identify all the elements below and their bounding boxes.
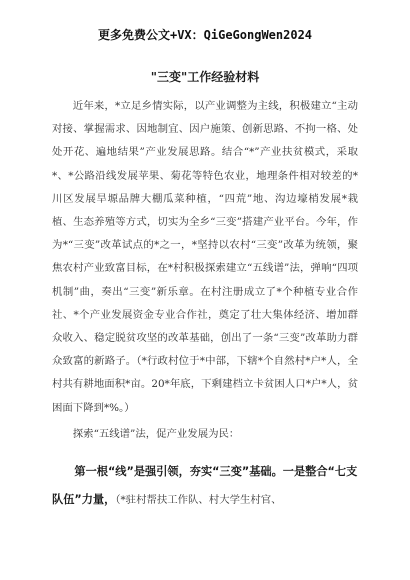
paragraph-intro: 近年来，*立足乡情实际，以产业调整为主线，积极建立“主动对接、掌握需求、因地制宜、因户施策、创新思路、不拘一格、处处开花、遍地结果”产业发展思路。结合“*”产业扶贫模式，采取*、*公路沿线发展苹果、菊花等特色农业，地理条件相对较差的*川区发展旱塬品牌大棚瓜菜种植，“四荒”地、沟边壕梢发展*栽植、生态养殖等方式，切实为全乡“三变”搭建产业平台。今年，作为*“三变”改革试点的*之一，*坚持以农村“三变”改革为统领，聚焦农村产业致富目标，在*村积极探索建立“五线谱”法，弹响“四项机制”曲，奏出“三变”新乐章。在村注册成立了*个种植专业合作社、*个产业发展资金专业合作社，奠定了壮大集体经济、增加群众收入、稳定脱贫攻坚的改革基础，创出了一条“三变”改革助力群众致富的新路子。（*行政村位于*中部，下辖*个自然村*户*人，全村共有耕地面积*亩。20*年底，下剩建档立卡贫困人口*户*人，贫困面下降到*%。） (52, 100, 358, 414)
normal-trailing-text: （*驻村帮扶工作队、村大学生村官、 (115, 494, 282, 506)
paragraph-section-heading: 探索“五线谱”法，促产业发展为民： (72, 428, 240, 440)
document-title: "三变"工作经验材料 (150, 70, 260, 84)
paragraph-first-line (52, 458, 358, 514)
document-body (52, 95, 358, 420)
watermark-header: 更多免费公文+VX：QiGeGongWen2024 (97, 28, 313, 42)
bold-heading-text: 第一根“线”是强引领，夯实“三变”基础。一是整合“七支队伍”力量， (52, 465, 358, 506)
